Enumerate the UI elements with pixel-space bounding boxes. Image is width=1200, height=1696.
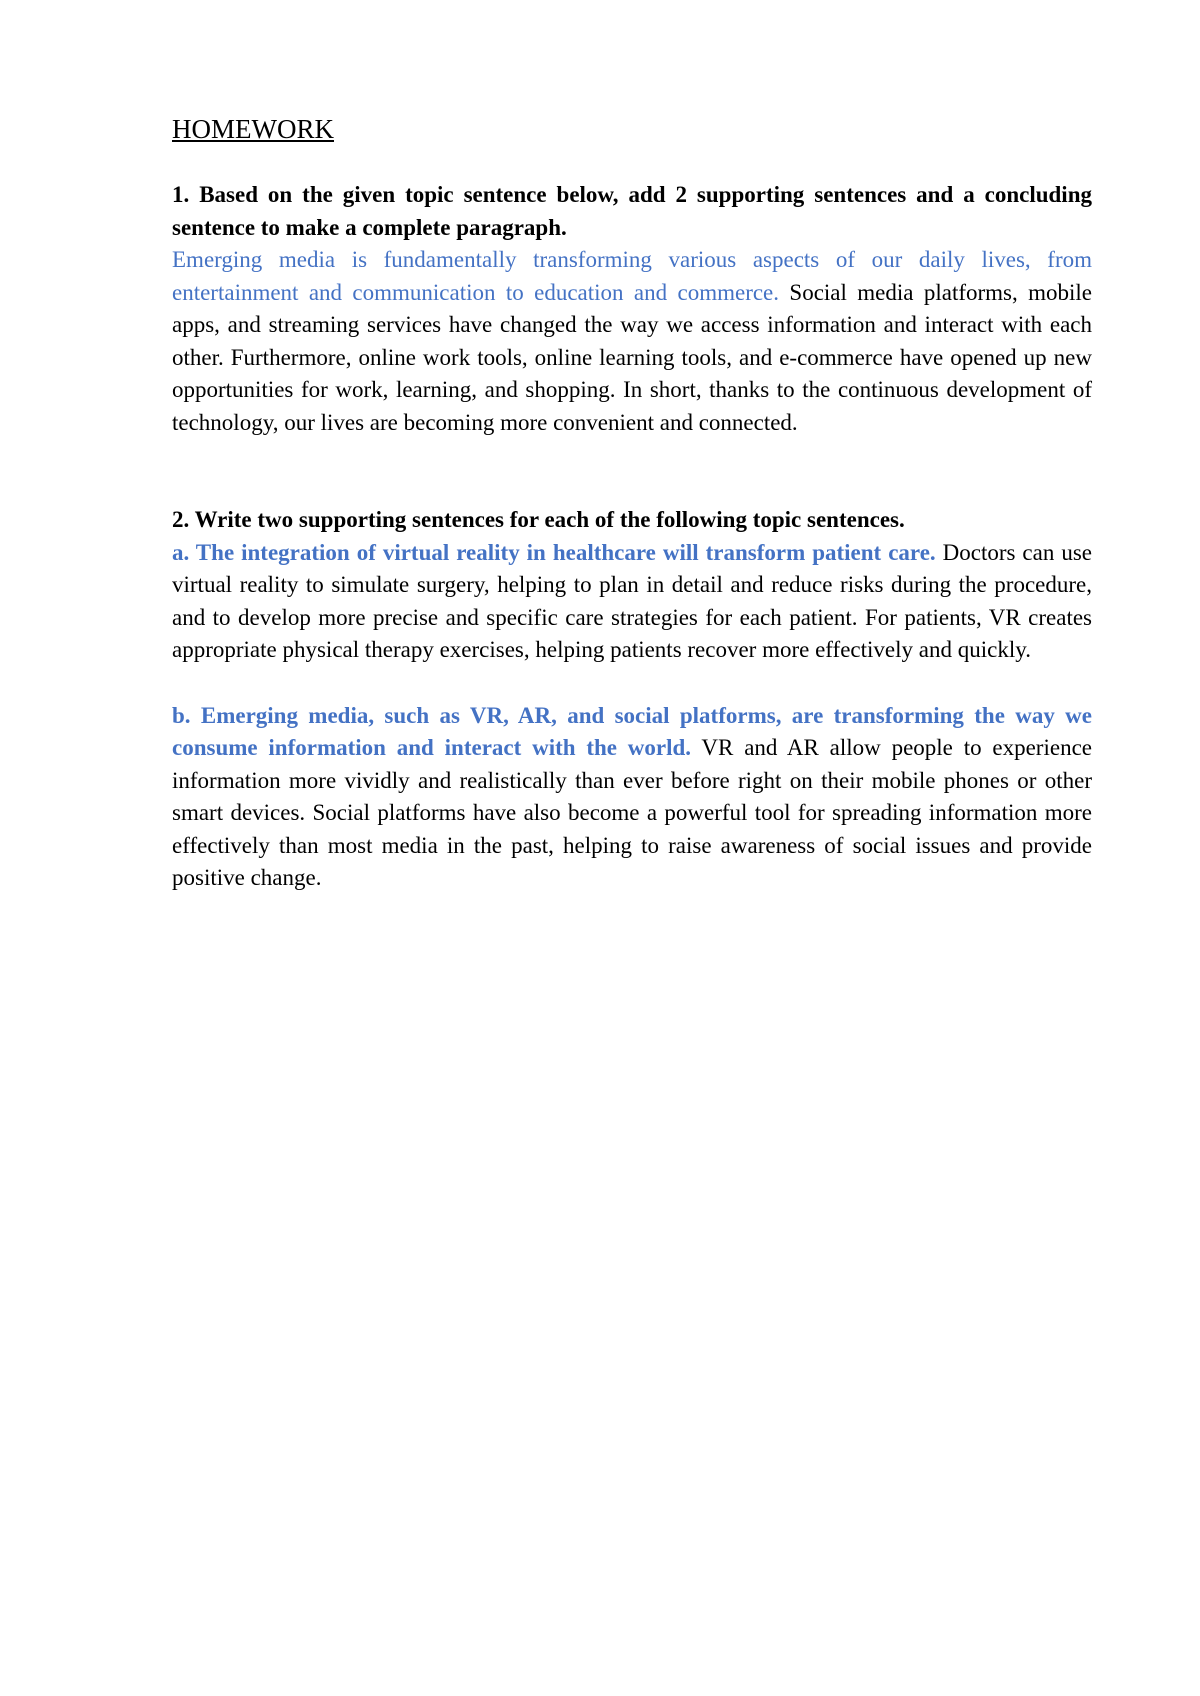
- paragraph-spacer: [172, 667, 1092, 700]
- question-2-prompt: 2. Write two supporting sentences for each of the following topic sentences.: [172, 507, 905, 532]
- question-2b-topic-sentence: b. Emerging media, such as VR, AR, and social platforms, are transforming the way we consume information and interact with the world.: [172, 702, 1092, 760]
- question-2: [172, 504, 1092, 895]
- question-2a-answer: [172, 537, 1092, 667]
- question-2a-topic-sentence: a. The integration of virtual reality in healthcare will transform patient care.: [172, 539, 936, 565]
- question-1-body: Social media platforms, mobile apps, and streaming services have changed the way we access information and interact with each other. Furthermore, online work tools, online learning tools, and e-commerce have opened up new opportunities for work, learning, and shopping. In short, thanks to the continuous development of technology, our lives are becoming more convenient and connected.: [172, 279, 1093, 435]
- question-1: [172, 179, 1092, 439]
- question-2b-answer: [172, 700, 1092, 895]
- section-spacer: [172, 439, 1092, 504]
- question-2b-body: VR and AR allow people to experience information more vividly and realistically than ever before right on their mobile phones or other smart devices. Social platforms have also become a powerful tool for spreading information more effectively than most media in the past, helping to raise awareness of social issues and provide positive change.: [172, 735, 1092, 890]
- question-1-topic-sentence: Emerging media is fundamentally transforming various aspects of our daily lives, from entertainment and communication to education and commerce.: [172, 247, 1092, 305]
- question-2a-body: Doctors can use virtual reality to simulate surgery, helping to plan in detail and reduce risks during the procedure, and to develop more precise and specific care strategies for each patient. For patients, VR creates appropriate physical therapy exercises, helping patients recover more effectively and quickly.: [172, 539, 1092, 662]
- question-1-answer: [172, 244, 1092, 439]
- question-1-prompt: 1. Based on the given topic sentence below, add 2 supporting sentences and a concluding sentence to make a complete paragraph.: [172, 182, 1092, 240]
- page-title: HOMEWORK: [172, 114, 334, 144]
- document-page: [172, 112, 1092, 895]
